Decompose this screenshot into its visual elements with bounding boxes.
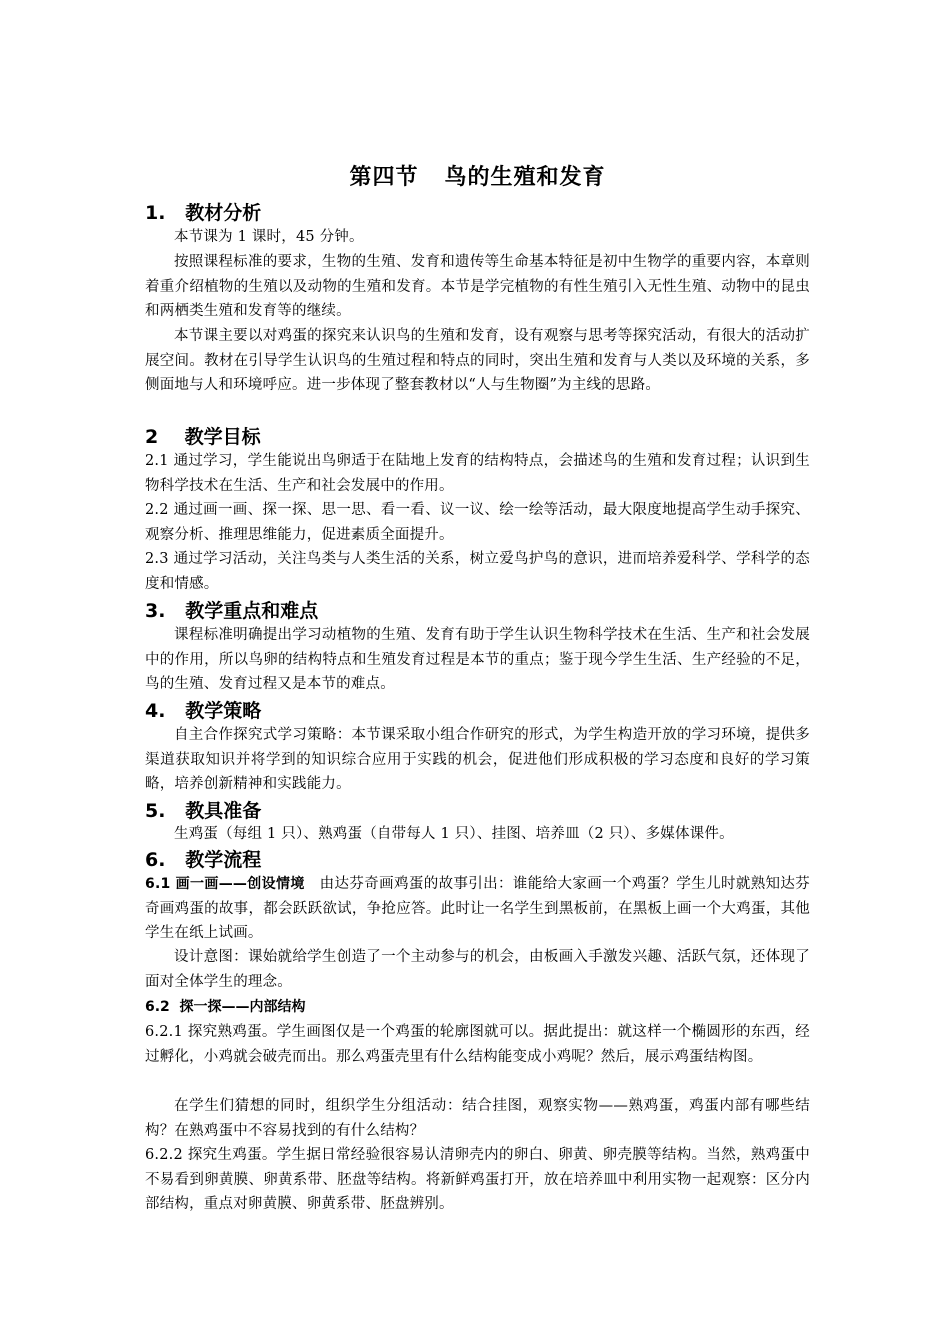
section-heading-5: 5. 教具准备 — [145, 800, 262, 822]
paragraph: 在学生们猜想的同时，组织学生分组活动：结合挂图，观察实物——熟鸡蛋，鸡蛋内部有哪些结构？在熟鸡蛋中不容易找到的有什么结构？ — [145, 1098, 810, 1139]
paragraph: 6.2.2 探究生鸡蛋。学生据日常经验很容易认清卵壳内的卵白、卵黄、卵壳膜等结构。当然，熟鸡蛋中不易看到卵黄膜、卵黄系带、胚盘等结构。将新鲜鸡蛋打开，放在培养皿中利用实物一起观察：区分内部结构，重点对卵黄膜、卵黄系带、胚盘辨别。 — [145, 1147, 810, 1212]
flow-step-text: 由达芬奇画鸡蛋的故事引出：谁能给大家画一个鸡蛋？学生儿时就熟知达芬奇画鸡蛋的故事，都会跃跃欲试，争抢应答。此时让一名学生到黑板前，在黑板上画一个大鸡蛋，其他学生在纸上试画。 — [145, 876, 810, 941]
flow-step-label: 6.1 画一画——创设情境 — [145, 876, 305, 892]
paragraph: 生鸡蛋（每组 1 只）、熟鸡蛋（自带每人 1 只）、挂图、培养皿（2 只）、多媒体课件。 — [174, 826, 734, 842]
paragraph: 2.3 通过学习活动，关注鸟类与人类生活的关系，树立爱鸟护鸟的意识，进而培养爱科学、学科学的态度和情感。 — [145, 551, 810, 592]
paragraph: 2.2 通过画一画、探一探、思一思、看一看、议一议、绘一绘等活动，最大限度地提高学生动手探究、观察分析、推理思维能力，促进素质全面提升。 — [145, 502, 810, 543]
paragraph: 按照课程标准的要求，生物的生殖、发育和遗传等生命基本特征是初中生物学的重要内容，本章则着重介绍植物的生殖以及动物的生殖和发育。本节是学完植物的有性生殖引入无性生殖、动物中的昆虫和两栖类生殖和发育等的继续。 — [145, 254, 810, 319]
page-title: 第四节 鸟的生殖和发育 — [349, 165, 606, 190]
paragraph: 6.2.1 探究熟鸡蛋。学生画图仅是一个鸡蛋的轮廓图就可以。据此提出：就这样一个椭圆形的东西，经过孵化，小鸡就会破壳而出。那么鸡蛋壳里有什么结构能变成小鸡呢？然后，展示鸡蛋结构图。 — [145, 1024, 810, 1065]
section-heading-3: 3. 教学重点和难点 — [145, 600, 319, 622]
section-heading-4: 4. 教学策略 — [145, 700, 262, 722]
section-heading-2: 2 教学目标 — [145, 426, 261, 448]
paragraph: 课程标准明确提出学习动植物的生殖、发育有助于学生认识生物科学技术在生活、生产和社会发展中的作用，所以鸟卵的结构特点和生殖发育过程是本节的重点；鉴于现今学生生活、生产经验的不足，鸟的生殖、发育过程又是本节的难点。 — [145, 627, 810, 692]
paragraph: 自主合作探究式学习策略：本节课采取小组合作研究的形式，为学生构造开放的学习环境，提供多渠道获取知识并将学到的知识综合应用于实践的机会，促进他们形成积极的学习态度和良好的学习策略，培养创新精神和实践能力。 — [145, 727, 810, 792]
paragraph: 本节课主要以对鸡蛋的探究来认识鸟的生殖和发育，设有观察与思考等探究活动，有很大的活动扩展空间。教材在引导学生认识鸟的生殖过程和特点的同时，突出生殖和发育与人类以及环境的关系，多侧面地与人和环境呼应。进一步体现了整套教材以“人与生物圈”为主线的思路。 — [145, 328, 810, 393]
paragraph: 设计意图：课始就给学生创造了一个主动参与的机会，由板画入手激发兴趣、活跃气氛，还体现了面对全体学生的理念。 — [145, 949, 810, 990]
section-heading-6: 6. 教学流程 — [145, 849, 262, 871]
flow-step-6-2-heading: 6.2 探一探——内部结构 — [145, 999, 306, 1015]
paragraph: 2.1 通过学习，学生能说出鸟卵适于在陆地上发育的结构特点，会描述鸟的生殖和发育过程；认识到生物科学技术在生活、生产和社会发展中的作用。 — [145, 453, 810, 494]
flow-step-6-1 — [145, 872, 810, 946]
paragraph: 本节课为 1 课时，45 分钟。 — [174, 229, 364, 245]
section-heading-1: 1. 教材分析 — [145, 202, 262, 224]
